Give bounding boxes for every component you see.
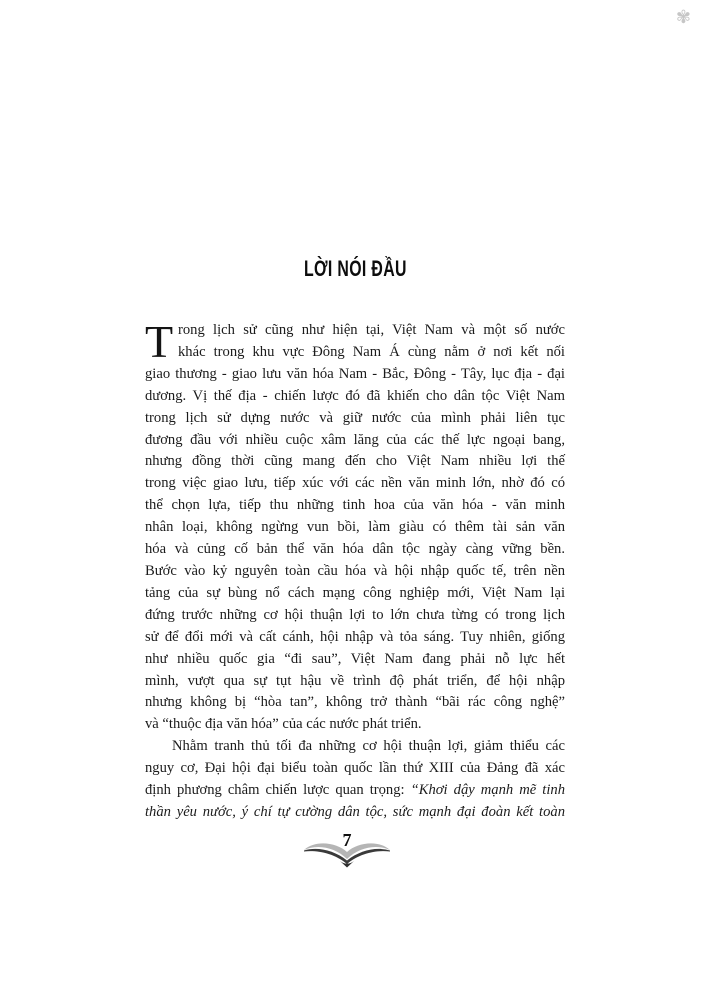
body-text bbox=[145, 316, 565, 824]
flower-icon: ✾ bbox=[675, 7, 691, 28]
text-segment: giao thương - giao lưu văn hóa Nam - Bắc, Đông - Tây, lục địa - đại bbox=[145, 365, 565, 382]
text-line bbox=[145, 320, 565, 342]
text-segment: định phương châm chiến lược quan trọng: bbox=[145, 782, 411, 799]
text-line bbox=[145, 780, 565, 802]
text-segment: sử để đổi mới và cất cánh, hội nhập và tỏa sáng. Tuy nhiên, giống bbox=[145, 628, 565, 645]
paragraph bbox=[145, 736, 565, 824]
paragraph bbox=[145, 316, 565, 736]
text-line bbox=[145, 627, 565, 649]
text-line bbox=[145, 671, 565, 693]
text-segment: nguy cơ, Đại hội đại biểu toàn quốc lần thứ XIII của Đảng đã xác bbox=[145, 760, 565, 777]
title-row bbox=[145, 256, 565, 282]
text-line bbox=[145, 517, 565, 539]
text-line bbox=[145, 758, 565, 780]
text-line bbox=[145, 561, 565, 583]
text-segment: “Khơi dậy mạnh mẽ tinh bbox=[410, 782, 565, 799]
text-segment: Nhằm tranh thủ tối đa những cơ hội thuận lợi, giảm thiểu các bbox=[172, 738, 565, 755]
text-segment: nhân loại, không ngừng vun bồi, làm giàu có thêm tài sản văn bbox=[145, 519, 565, 536]
text-line bbox=[145, 408, 565, 430]
text-segment: đương đầu với nhiều cuộc xâm lăng của các thế lực ngoại bang, bbox=[145, 431, 565, 448]
text-line bbox=[145, 714, 565, 736]
text-line bbox=[145, 495, 565, 517]
text-line bbox=[145, 802, 565, 824]
text-line bbox=[145, 451, 565, 473]
text-segment: trong việc giao lưu, tiếp xúc với các nền văn minh lớn, nhờ đó có bbox=[145, 475, 565, 492]
text-line bbox=[145, 649, 565, 671]
drop-cap: T bbox=[145, 316, 174, 367]
text-segment: nhưng không bị “hòa tan”, không trở thành “bãi rác công nghệ” bbox=[145, 694, 565, 711]
text-line bbox=[145, 430, 565, 452]
text-segment: Bước vào kỷ nguyên toàn cầu hóa và hội nhập quốc tế, trên nền bbox=[145, 562, 565, 579]
text-line bbox=[145, 364, 565, 386]
text-line bbox=[145, 583, 565, 605]
text-line bbox=[145, 605, 565, 627]
text-line bbox=[145, 539, 565, 561]
text-line bbox=[145, 692, 565, 714]
text-segment: đứng trước những cơ hội thuận lợi to lớn chưa từng có trong lịch bbox=[145, 606, 565, 623]
text-segment: dương. Vị thế địa - chiến lược đó đã khiến cho dân tộc Việt Nam bbox=[145, 387, 565, 404]
text-segment: thần yêu nước, ý chí tự cường dân tộc, sức mạnh đại đoàn kết toàn bbox=[145, 803, 565, 820]
page-title: LỜI NÓI ĐẦU bbox=[303, 256, 407, 281]
page-number: 7 bbox=[342, 830, 352, 850]
text-segment: khác trong khu vực Đông Nam Á cùng nằm ở nơi kết nối bbox=[178, 343, 565, 360]
text-segment: trong lịch sử dựng nước và giữ nước của mình phải liên tục bbox=[145, 409, 565, 426]
text-segment: tảng của sự bùng nổ cách mạng công nghiệp mới, Việt Nam lại bbox=[145, 584, 565, 601]
text-segment: rong lịch sử cũng như hiện tại, Việt Nam và một số nước bbox=[178, 322, 565, 338]
text-segment: thể chọn lựa, tiếp thu những tinh hoa của văn hóa - văn minh bbox=[145, 497, 565, 514]
text-line bbox=[145, 736, 565, 758]
text-segment: và “thuộc địa văn hóa” của các nước phát triển. bbox=[145, 716, 422, 733]
text-line bbox=[145, 342, 565, 364]
text-segment: như nhiều quốc gia “đi sau”, Việt Nam đang phải nỗ lực hết bbox=[145, 650, 565, 667]
text-segment: mình, vượt qua sự tụt hậu về trình độ phát triển, để hội nhập bbox=[145, 672, 565, 689]
text-segment: nhưng đồng thời cũng mang đến cho Việt Nam nhiều lợi thế bbox=[145, 453, 565, 470]
text-segment: hóa và củng cố bản thể văn hóa dân tộc ngày càng vững bền. bbox=[145, 541, 565, 558]
text-line bbox=[145, 473, 565, 495]
text-line bbox=[145, 386, 565, 408]
footer bbox=[301, 830, 393, 868]
